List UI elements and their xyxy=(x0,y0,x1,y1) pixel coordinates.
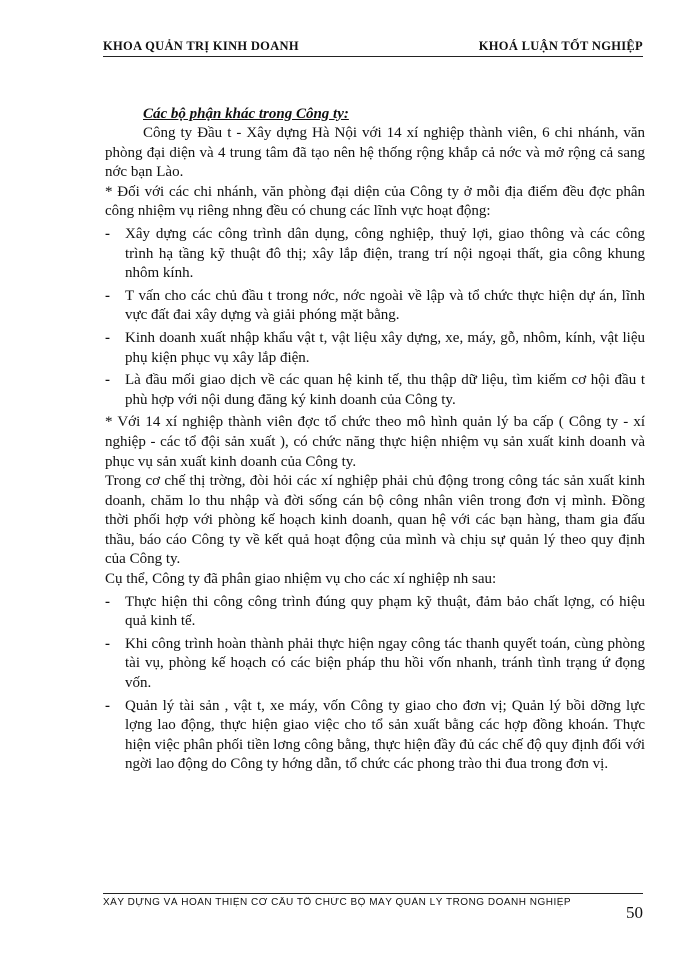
paragraph-enterprises: * Với 14 xí nghiệp thành viên đợc tổ chức theo mô hình quản lý ba cấp ( Công ty - xí nghiệp - các tổ đội sản xuất ), có chức năng thực hiện nhiệm vụ sản xuất kinh doanh và phục vụ sản xuất kinh doanh của Công ty. xyxy=(105,414,645,470)
header-thesis-label: KHOÁ LUẬN TỐT NGHIỆP xyxy=(478,39,643,53)
list-item-text: Kinh doanh xuất nhập khẩu vật t, vật liệu xây dựng, xe, máy, gỗ, nhôm, kính, vật liệu phụ kiện phục vụ xây lắp điện. xyxy=(125,329,645,366)
dash-bullet: - xyxy=(105,225,110,242)
page-header xyxy=(103,36,643,57)
list-item-text: Quản lý tài sản , vật t, xe máy, vốn Công ty giao cho đơn vị; Quản lý bồi dỡng lực lợng lao động, thực hiện giao việc cho tổ sản xuất bằng các hợp đồng khoán. Thực hiện việc phân phối tiền lơng công bằng, thực hiện đầy đủ các chế độ quy định đối với ngời lao động do Công ty hớng dẫn, tổ chức các phong trào thi đua trong đơn vị. xyxy=(125,697,645,773)
tasks-list xyxy=(105,593,645,775)
dash-bullet: - xyxy=(105,329,110,346)
paragraph-branches: * Đối với các chi nhánh, văn phòng đại diện của Công ty ở mỗi địa điểm đều đợc phân công nhiệm vụ riêng nhng đều có chung các lĩnh vực hoạt động: xyxy=(105,183,645,220)
dash-bullet: - xyxy=(105,372,110,389)
paragraph-specifics: Cụ thể, Công ty đã phân giao nhiệm vụ cho các xí nghiệp nh sau: xyxy=(105,571,497,588)
list-item xyxy=(105,287,645,326)
paragraph-market: Trong cơ chế thị trờng, đòi hỏi các xí nghiệp phải chủ động trong công tác sản xuất kinh doanh, chăm lo thu nhập và đời sống cán bộ công nhân viên trong đơn vị mình. Đồng thời phối hợp với phòng kế hoạch kinh doanh, quan hệ với các bạn hàng, tham gia đấu thầu, báo cáo Công ty về kết quả hoạt động của mình và chịu sự quản lý theo quy định của Công ty. xyxy=(105,473,645,568)
page-footer xyxy=(103,893,643,924)
list-item xyxy=(105,635,645,694)
list-item xyxy=(105,697,645,775)
list-item xyxy=(105,225,645,284)
dash-bullet: - xyxy=(105,593,110,610)
dash-bullet: - xyxy=(105,635,110,652)
header-faculty: KHOA QUẢN TRỊ KINH DOANH xyxy=(103,39,299,53)
footer-thesis-title: XÂY DỰNG VÀ HOÀN THIỆN CƠ CẤU TỔ CHỨC BỘ MÁY QUẢN LÝ TRONG DOANH NGHIỆP xyxy=(103,897,572,908)
page-number: 50 xyxy=(626,903,643,922)
dash-bullet: - xyxy=(105,697,110,714)
list-item-text: Là đầu mối giao dịch về các quan hệ kinh tế, thu thập dữ liệu, tìm kiếm cơ hội đầu t phù hợp với nội dung đăng ký kinh doanh của Công ty. xyxy=(125,372,645,408)
activities-list xyxy=(105,225,645,410)
list-item-text: Thực hiện thi công công trình đúng quy phạm kỹ thuật, đảm bảo chất lợng, có hiệu quả kinh tế. xyxy=(125,593,645,630)
list-item xyxy=(105,593,645,632)
list-item-text: Xây dựng các công trình dân dụng, công nghiệp, thuỷ lợi, giao thông và các công trình hạ tầng kỹ thuật đô thị; xây lắp điện, trang trí nội ngoại thất, gia công khung nhôm kính. xyxy=(125,225,645,282)
list-item-text: T vấn cho các chủ đầu t trong nớc, nớc ngoài về lập và tổ chức thực hiện dự án, lĩnh vực đất đai xây dựng và giải phóng mặt bằng. xyxy=(125,287,645,324)
section-title: Các bộ phận khác trong Công ty: xyxy=(143,106,349,122)
list-item xyxy=(105,371,645,410)
dash-bullet: - xyxy=(105,287,110,304)
paragraph-intro: Công ty Đầu t - Xây dựng Hà Nội với 14 xí nghiệp thành viên, 6 chi nhánh, văn phòng đại diện và 4 trung tâm đã tạo nên hệ thống rộng khắp cả nớc và mở rộng cả sang nớc bạn Lào. xyxy=(105,125,645,181)
list-item xyxy=(105,329,645,368)
list-item-text: Khi công trình hoàn thành phải thực hiện ngay công tác thanh quyết toán, cùng phòng tài vụ, phòng kế hoạch có các biện pháp thu hồi vốn nhanh, tránh tình trạng ứ đọng vốn. xyxy=(125,635,645,692)
document-body xyxy=(105,104,645,778)
